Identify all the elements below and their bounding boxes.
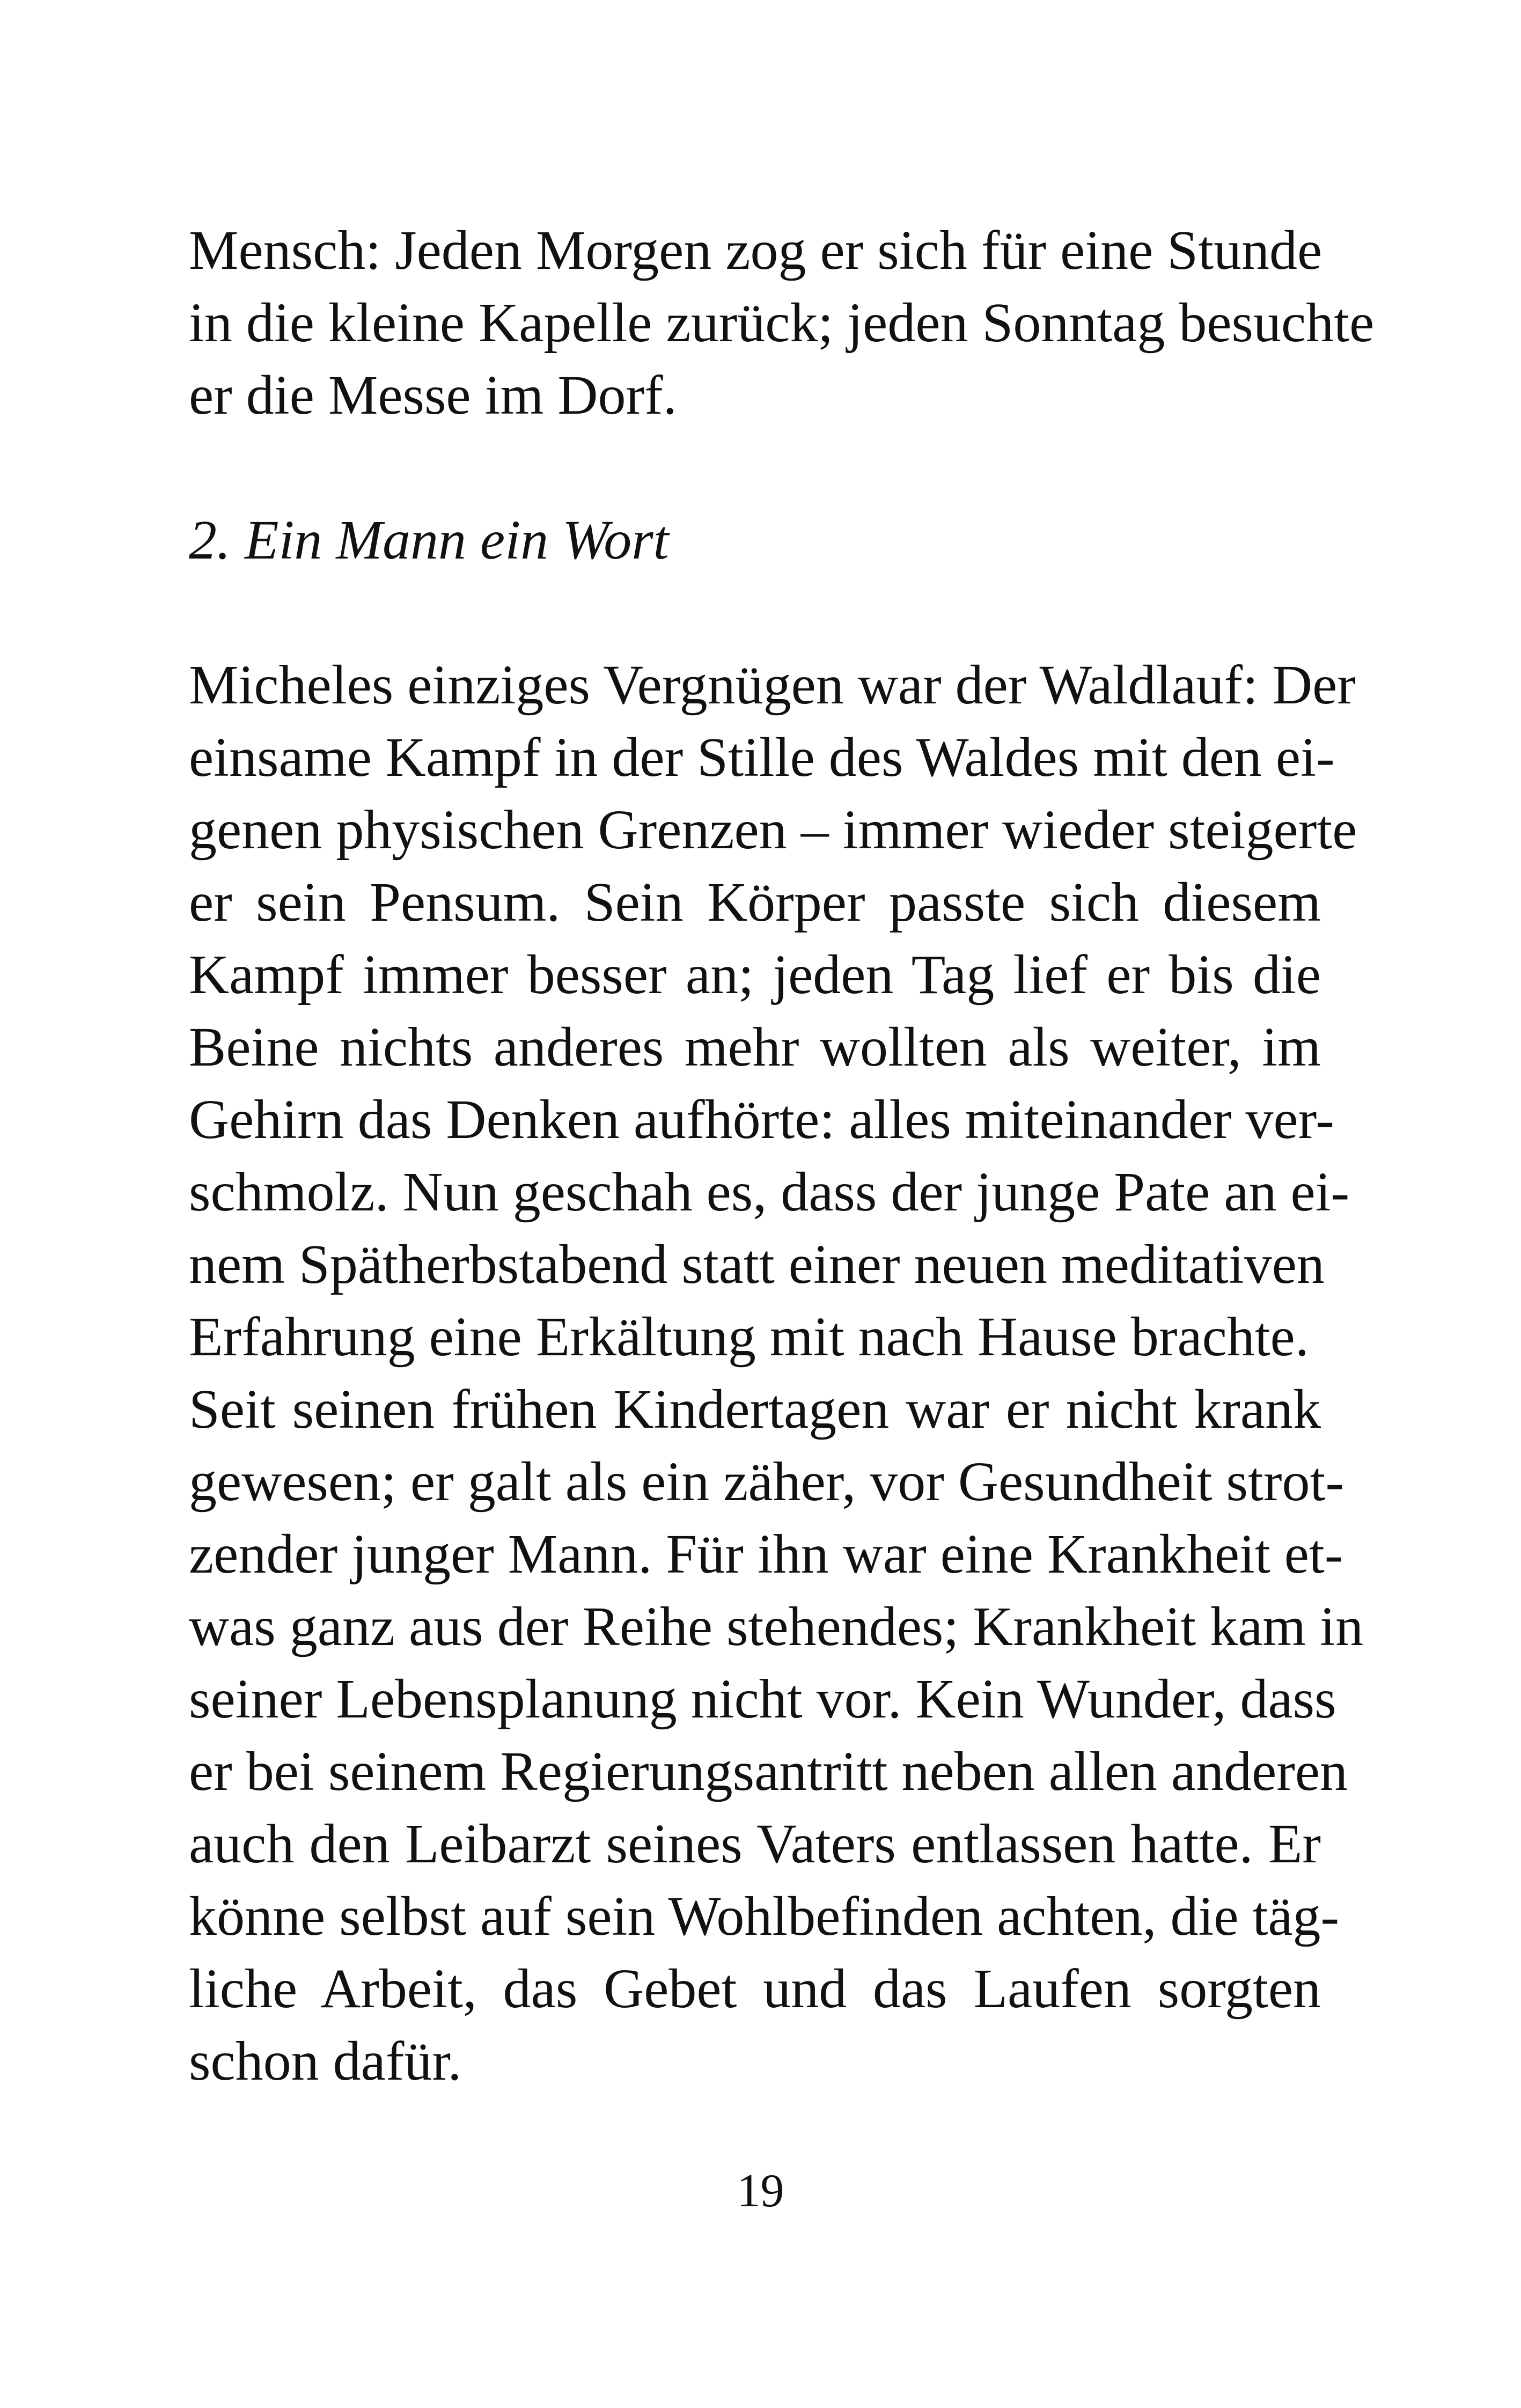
text-line: zender junger Mann. Für ihn war eine Krankheit et- <box>189 1523 1343 1585</box>
text-line: er sein Pensum. Sein Körper passte sich diesem <box>189 871 1321 933</box>
text-line: einsame Kampf in der Stille des Waldes mit den ei- <box>189 726 1335 788</box>
text-line: schmolz. Nun geschah es, dass der junge Pate an ei- <box>189 1161 1350 1223</box>
text-line: Kampf immer besser an; jeden Tag lief er bis die <box>189 944 1321 1005</box>
text-line: Erfahrung eine Erkältung mit nach Hause brachte. <box>189 1306 1309 1368</box>
text-line: schon dafür. <box>189 2030 462 2092</box>
text-line: Mensch: Jeden Morgen zog er sich für eine Stunde <box>189 219 1322 281</box>
text-line: Beine nichts anderes mehr wollten als weiter, im <box>189 1016 1321 1078</box>
text-line: Gehirn das Denken aufhörte: alles miteinander ver- <box>189 1089 1334 1150</box>
text-line: er die Messe im Dorf. <box>189 364 677 426</box>
text-line: in die kleine Kapelle zurück; jeden Sonntag besuchte <box>189 292 1375 354</box>
text-line: was ganz aus der Reihe stehendes; Krankheit kam in <box>189 1596 1364 1657</box>
text-line: könne selbst auf sein Wohlbefinden achten, die täg- <box>189 1885 1340 1947</box>
text-line: Seit seinen frühen Kindertagen war er nicht krank <box>189 1378 1321 1440</box>
text-line: seiner Lebensplanung nicht vor. Kein Wunder, dass <box>189 1668 1336 1730</box>
section-heading: 2. Ein Mann ein Wort <box>189 509 669 571</box>
text-line: auch den Leibarzt seines Vaters entlassen hatte. Er <box>189 1813 1321 1875</box>
text-line: genen physischen Grenzen – immer wieder steigerte <box>189 799 1357 861</box>
text-line: er bei seinem Regierungsantritt neben allen anderen <box>189 1741 1348 1802</box>
page-number: 19 <box>737 2165 784 2217</box>
text-line: Micheles einziges Vergnügen war der Waldlauf: Der <box>189 654 1356 716</box>
text-line: nem Spätherbstabend statt einer neuen meditativen <box>189 1234 1325 1295</box>
book-page <box>189 0 1375 2408</box>
text-line: gewesen; er galt als ein zäher, vor Gesundheit strot- <box>189 1451 1344 1513</box>
text-line: liche Arbeit, das Gebet und das Laufen sorgten <box>189 1958 1321 2020</box>
